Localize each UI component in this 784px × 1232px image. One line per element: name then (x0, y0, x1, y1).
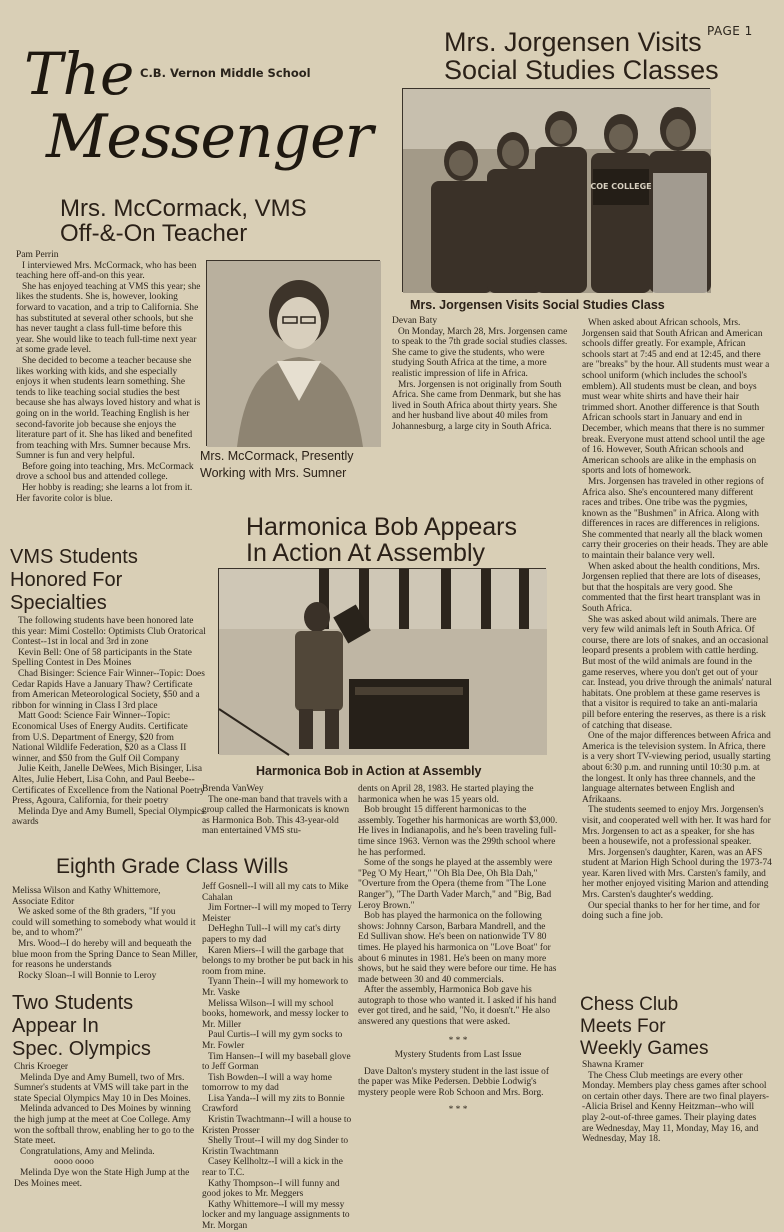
olympics-paragraph: Melinda advanced to Des Moines by winning the high jump at the meet at Coe College. Amy won the softball throw, enabling her to go to the State meet. (14, 1104, 195, 1147)
harmonica-paragraph: The one-man band that travels with a group called the Harmonicats is known as Harmonica Bob. This 43-year-old man entertained VMS stu- (202, 794, 350, 837)
class-wills-col1 (12, 886, 198, 981)
harmonica-paragraph: Bob has played the harmonica on the following shows: Johnny Carson, Barbara Mandrell, and the Ed Sullivan show. He's been on nationwide TV 80 times. He played his harmonica on "Love Boat" for about 6 minutes in 1981. He's been on many more shows, but he said they were before our time. He has made between 30 and 40 commercials. (358, 911, 557, 985)
mccormack-headline (60, 196, 307, 246)
class-will-entry: DeHeghn Tull--I will my cat's dirty papers to my dad (202, 924, 341, 945)
jorgensen-paragraph: When asked about African schools, Mrs. Jorgensen said that South African and American schools differ greatly. For example, African schools start at 7:45 and end at 12:45, and there are "breaks" by the hour. All students must wear a school uniform (which includes the school's emblem). All students must be clean, and boys must wear white shirts and have their hair trimmed short. Another difference is that South African schools start in January and end in December, which means that there is no summer break. Everyone must attend school until the age of 16. However, South African schools and American schools are alike in the emphasis on sports and lots of homework. (582, 318, 770, 477)
class-will-entry: We asked some of the 8th graders, "If you could will something to somebody what would it be, and to whom?" (12, 907, 196, 939)
chess-byline: Shawna Kramer (582, 1060, 644, 1070)
mccormack-photo-caption (200, 448, 354, 482)
shirt-text: COE COLLEGE (590, 182, 652, 191)
class-will-entry: Rocky Sloan--I will Bonnie to Leroy (18, 970, 157, 981)
harmonica-paragraph: Bob brought 15 different harmonicas to the assembly. Together his harmonicas are worth $3,000. He lives in Indianapolis, and he's been traveling full-time since 1963. Vernon was the 299th school where he has performed. (358, 805, 558, 858)
class-will-entry: Lisa Yanda--I will my zits to Bonnie Crawford (202, 1093, 345, 1115)
harmonica-byline: Brenda VanWey (202, 784, 264, 794)
chess-headline (580, 994, 708, 1060)
chess-headline-line3: Weekly Games (580, 1038, 709, 1059)
olympics-headline-line1: Two Students (12, 992, 134, 1014)
jorgensen-headline (444, 28, 719, 85)
jorgensen-paragraph: The students seemed to enjoy Mrs. Jorgensen's visit, and cooperated well with her. It was hard for Mrs. Jorgensen to act as a speaker, for she has been a housewife, not a professional speaker. (582, 805, 771, 848)
honored-paragraph: The following students have been honored late this year: Mimi Costello: Optimists Club Oratorical Contest--1st in local and 3rd in zone (12, 616, 206, 648)
honored-headline-line1: VMS Students (10, 546, 138, 568)
harmonica-stars: * * * (448, 1035, 468, 1046)
harmonica-headline (246, 514, 517, 567)
harmonica-paragraph: dents on April 28, 1983. He started playing the harmonica when he was 15 years old. (358, 784, 534, 805)
class-will-entry: Paul Curtis--I will my gym socks to Mr. Fowler (202, 1030, 343, 1051)
olympics-headline-line3: Spec. Olympics (12, 1038, 151, 1060)
mccormack-paragraph: Before going into teaching, Mrs. McCormack drove a school bus and attended college. (16, 461, 194, 483)
class-will-entry: Tim Hansen--I will my baseball glove to Jeff Gorman (202, 1051, 351, 1073)
harmonica-article-col2 (358, 784, 558, 1115)
honored-paragraph: Matt Good: Science Fair Winner--Topic: Economical Uses of Energy Audits. Certificate from U.S. Department of Energy, $20 from National Wildlife Federation, $20 as a Class II winner, and $50 from the Gulf Oil Company (12, 711, 188, 764)
mccormack-paragraph: She decided to become a teacher because she likes working with kids, and she especially enjoys it when students learn something. She tends to like teaching social studies the best because she has always loved history and what is going on in the world. Teaching English is her second-favorite job because she enjoys the literature part of it. She has liked and benefited from teaching with Mrs. Sumner because Mrs. Sumner is fun and very helpful. (16, 355, 201, 462)
class-will-entry: Kathy Thompson--I will funny and good jokes to Mr. Meggers (202, 1178, 340, 1200)
harmonica-photo (218, 568, 546, 754)
olympics-headline (12, 992, 151, 1061)
harmonica-bob-image (219, 569, 547, 755)
class-will-entry: Jim Fortner--I will my moped to Terry Meister (202, 903, 352, 924)
jorgensen-headline-line2: Social Studies Classes (444, 55, 719, 86)
chess-paragraph: The Chess Club meetings are every other Monday. Members play chess games after school on certain other days. There are two final players--Alicia Brisel and Kenny Heitzman--who will play 2-out-of-three games. Their playing dates are Wednesday, May 11, Monday, May 16, and Wednesday, May 18. (582, 1070, 769, 1145)
chess-headline-line2: Meets For (580, 1016, 666, 1037)
masthead-the: The (24, 40, 135, 108)
jorgensen-paragraph: Our special thanks to her for her time, and for doing such a fine job. (582, 900, 760, 922)
honored-paragraph: Melinda Dye and Amy Bumell, Special Olympics awards (12, 806, 205, 828)
mystery-title: Mystery Students from Last Issue (394, 1050, 522, 1061)
harmonica-photo-caption: Harmonica Bob in Action at Assembly (256, 764, 482, 778)
class-will-entry: Shelly Trout--I will my dog Sinder to Kristin Twachtmann (202, 1136, 349, 1157)
jorgensen-paragraph: On Monday, March 28, Mrs. Jorgensen came to speak to the 7th grade social studies classes. She came to give the students, who were studying South Africa at the time, a more realistic impression of life in Africa. (392, 326, 568, 379)
olympics-byline: Chris Kroeger (14, 1062, 69, 1072)
mccormack-headline-line2: Off-&-On Teacher (60, 220, 248, 248)
honored-paragraph: Kevin Bell: One of 58 participants in the State Spelling Contest in Des Moines (12, 647, 192, 669)
mccormack-headline-line1: Mrs. McCormack, VMS (60, 195, 307, 222)
jorgensen-paragraph: Mrs. Jorgensen is not originally from South Africa. She came from Denmark, but she has lived in South Africa about thirty years. She and her husband live about 40 miles from Johannesburg, a large city in South Africa. (392, 379, 562, 432)
page-label: PAGE 1 (707, 24, 753, 38)
class-will-entry: Kristin Twachtmann--I will a house to Kristen Prosser (202, 1115, 352, 1136)
class-wills-col2 (202, 882, 354, 1232)
jorgensen-paragraph: Mrs. Jorgensen has traveled in other regions of Africa also. She's encountered many different races and tribes. One tribe was the pygmies, known as the "Bushmen" in Africa. Along with differences in races are differences in religions. She commented that nearly all the black women carry their groceries on their heads. They are able to maintain their balance very well. (582, 476, 768, 562)
mccormack-paragraph: Her hobby is reading; she learns a lot from it. Her favorite color is blue. (16, 483, 193, 504)
chess-headline-line1: Chess Club (580, 994, 679, 1015)
mccormack-byline: Pam Perrin (16, 250, 59, 260)
honored-paragraph: Julie Keith, Janelle DeWees, Mich Bisinger, Lisa Altes, Julie Hebert, Lisa Cohn, and Paul Beebe--Certificates of Excellence from the National Poetry Press, Agoura, California, for their poetry (12, 764, 205, 807)
class-will-entry: Kathy Whittemore--I will my messy locker and my language assignments to Mr. Morgan (202, 1199, 350, 1231)
honored-headline (10, 546, 138, 615)
class-will-entry: Casey Kellholtz--I will a kick in the rear to T.C. (202, 1157, 343, 1179)
mccormack-photo (206, 260, 380, 446)
olympics-paragraph: Melinda Dye won the State High Jump at the Des Moines meet. (14, 1167, 190, 1189)
mccormack-caption-line2: Working with Mrs. Sumner (200, 466, 347, 480)
jorgensen-article-col1 (392, 316, 568, 433)
mccormack-portrait-image (207, 261, 381, 447)
mccormack-paragraph: I interviewed Mrs. McCormack, who has been teaching here off-and-on this year. (16, 260, 197, 282)
class-will-entry: Melissa Wilson and Kathy Whittemore, Associate Editor (12, 886, 161, 907)
chess-article (582, 1060, 770, 1145)
honored-headline-line2: Honored For (10, 569, 123, 591)
harmonica-headline-line1: Harmonica Bob Appears (246, 513, 517, 541)
olympics-paragraph: Congratulations, Amy and Melinda. (20, 1146, 155, 1157)
jorgensen-paragraph: When asked about the health conditions, Mrs. Jorgensen replied that there are lots of diseases, but that the hospitals are very good. She commented that the first heart transplant was in South Africa. (582, 561, 761, 615)
honored-headline-line3: Specialties (10, 592, 107, 614)
honored-article (12, 616, 208, 828)
mccormack-paragraph: She has enjoyed teaching at VMS this year; she likes the students. She is, however, looking forward to vacation, and a trip to California. She has substituted at several other schools, but she has never taught a class full-time before this year. She would like to teach full-time next year at some grade level. (16, 281, 201, 356)
class-wills-headline: Eighth Grade Class Wills (56, 855, 289, 878)
jorgensen-headline-line1: Mrs. Jorgensen Visits (444, 27, 702, 57)
olympics-article (14, 1062, 198, 1189)
end-stars: * * * (448, 1104, 468, 1115)
jorgensen-byline: Devan Baty (392, 316, 438, 326)
harmonica-article-col1 (202, 784, 352, 837)
harmonica-paragraph: After the assembly, Harmonica Bob gave his autograph to those who wanted it. I asked if his hand ever got tired, and he said, "No, it doesn't." He also answered any questions that were asked. (358, 985, 557, 1028)
olympics-paragraph: Melinda Dye and Amy Bumell, two of Mrs. Sumner's students at VMS will take part in the state Special Olympics May 10 in Des Moines. (14, 1072, 191, 1104)
jorgensen-paragraph: She was asked about wild animals. There are very few wild animals left in South Africa. Of course, there are lots of snakes, and an occasional leopard presents a problem with cattle herding. But most of the wild animals are found in the game reserves, where you don't get out of your car. Instead, you drive through the animals' natural habitats. One problem at these game reserves is that a visitor is required to take an anti-malaria pill before entering the reserves, as there is a risk of catching that disease. (582, 614, 772, 731)
mccormack-caption-line1: Mrs. McCormack, Presently (200, 449, 354, 463)
class-will-entry: Tyann Thein--I will my homework to Mr. Vaske (202, 977, 349, 998)
jorgensen-article-col2 (582, 318, 772, 922)
class-will-entry: Karen Miers--I will the garbage that belongs to my brother be put back in his room from mine. (202, 945, 354, 977)
class-will-entry: Melissa Wilson--I will my school books, homework, and messy locker to Mr. Miller (202, 998, 349, 1030)
jorgensen-paragraph: Mrs. Jorgensen's daughter, Karen, was an AFS student at Marion High School during the 1973-74 year. Karen lived with Mrs. Carsten's family, and her mother enjoyed visiting Marion and attending Mrs. Carsten's daughter's wedding. (582, 847, 772, 901)
class-will-entry: Tish Bowden--I will a way home tomorrow to my dad (202, 1072, 332, 1094)
jorgensen-paragraph: One of the major differences between Africa and America is the television system. In Africa, there is a very short TV-viewing period, usually starting about 6:30 p.m. and running until 10:30 p.m. at the longest. It only has three channels, and the language alternates between English and Afrikaans. (582, 731, 771, 805)
masthead (18, 40, 373, 190)
harmonica-paragraph: Some of the songs he played at the assembly were "Peg 'O My Heart," "Oh Bla Dee, Oh Bla Dah," "Overture from the Opera (theme from "The Lone Ranger"), "The Darth Vader March," and "Big, Bad Leroy Brown." (358, 858, 553, 911)
class-will-entry: Jeff Gosnell--I will all my cats to Mike Cahalan (202, 882, 349, 903)
mystery-text: Dave Dalton's mystery student in the last issue of the paper was Mike Pedersen. Debbie Lodwig's mystery people were Rob Schoon and Mrs. Borg. (358, 1066, 549, 1099)
jorgensen-photo-caption: Mrs. Jorgensen Visits Social Studies Class (410, 298, 665, 312)
harmonica-headline-line2: In Action At Assembly (246, 539, 486, 568)
olympics-headline-line2: Appear In (12, 1015, 99, 1037)
mccormack-article (16, 250, 202, 504)
masthead-title: Messenger (46, 102, 373, 172)
group-of-students-image (403, 89, 711, 293)
jorgensen-photo (402, 88, 710, 292)
masthead-school: C.B. Vernon Middle School (140, 66, 311, 80)
class-will-entry: Mrs. Wood--I do hereby will and bequeath the blue moon from the Spring Dance to Sean Miller, for reasons he understands (12, 938, 198, 971)
olympics-paragraph: oooo oooo (54, 1157, 94, 1168)
honored-paragraph: Chad Bisinger: Science Fair Winner--Topic: Does Cedar Rapids Have a January Thaw? Certificate from American Meteorological Society, $50 and a ribbon for winning in Class I 3rd place (12, 668, 205, 711)
